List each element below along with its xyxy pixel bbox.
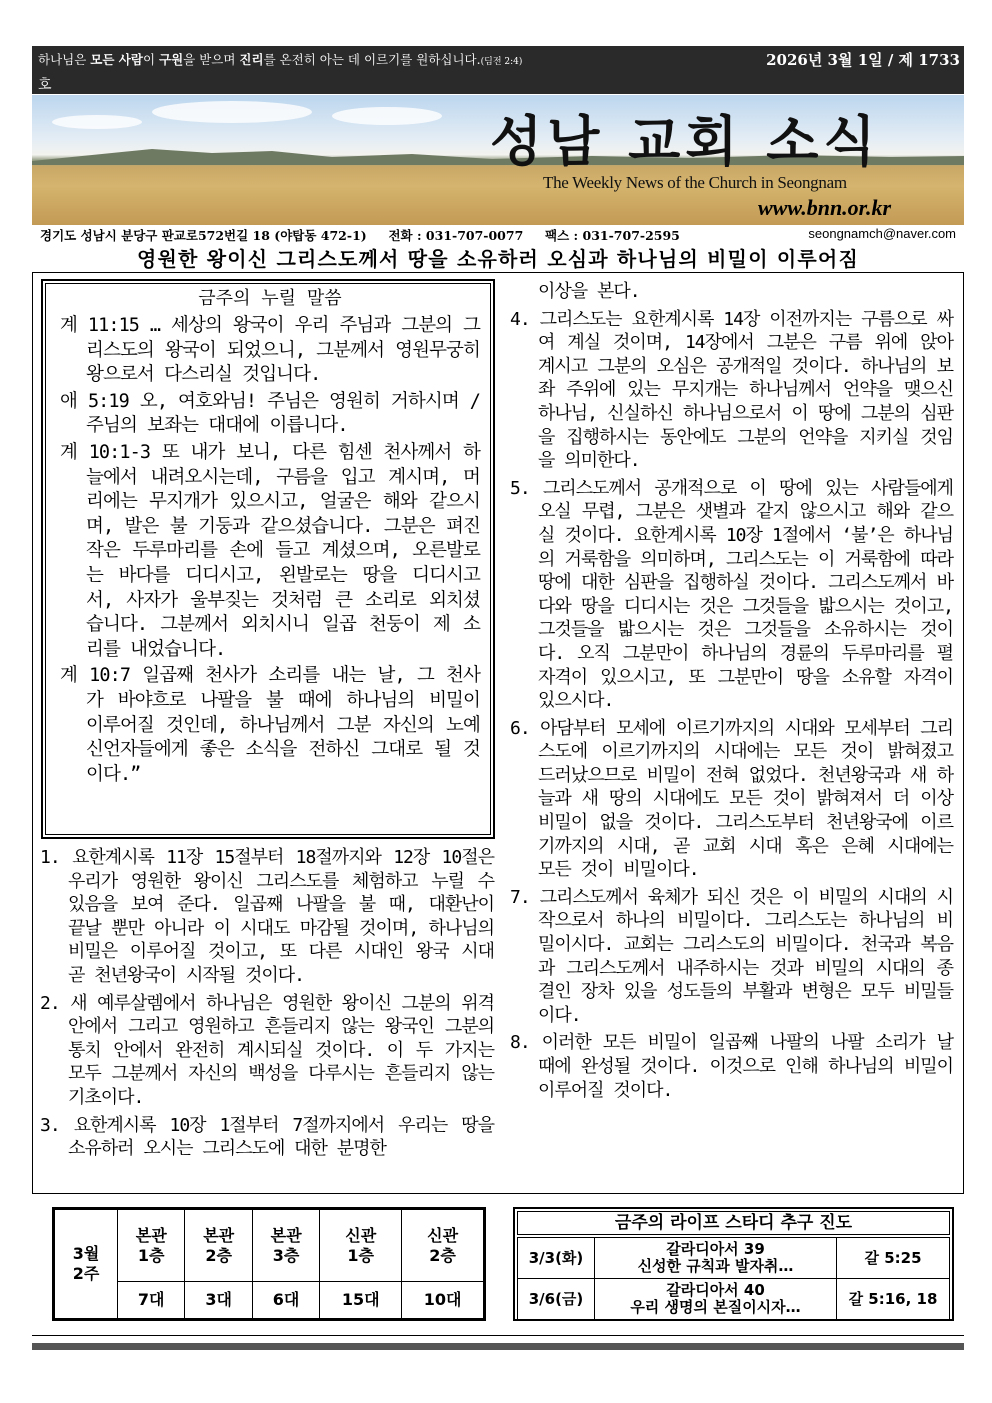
week-month: 3월 [72,1244,100,1263]
point-item: 7. 그리스도께서 육체가 되신 것은 이 비밀의 시대의 시작으로서 하나의 비밀이다. 그리스도는 하나님의 비밀이시다. 교회는 그리스도의 비밀이다. 천국과 복음과 그리스도께서 내주하시는 것과 비밀의 시대의 종결인 장차 있을 성도들의 부활과 변형은 모두 비밀들이다. [510,886,953,1026]
schedule-group: 3대 [185,1282,252,1319]
point-item: 4. 그리스도는 요한계시록 14장 이전까지는 구름으로 싸여 계실 것이며, 14장에서 그분은 구름 위에 앉아 계시고 그분의 오심은 공개적일 것이다. 하나님의 보좌 주위에 있는 무지개는 하나님께서 언약을 맺으신 하나님, 신실하신 하나님으로서 이 땅에 그분의 심판을 집행하시는 동안에도 그분의 언약을 지키실 것임을 의미한다. [510,308,953,472]
hall-name: 본관 [135,1225,167,1245]
point-item: 2. 새 예루살렘에서 하나님은 영원한 왕이신 그분의 위격 안에서 그리고 영원하고 흔들리지 않는 왕국인 그분의 통치 안에서 완전히 계시되실 것이다. 이 두 가지는 모두 그분께서 자신의 백성을 다루시는 흔들리지 않는 기초이다. [40,992,494,1108]
footer-divider [32,1335,964,1336]
table-row [518,1238,950,1279]
schedule-week [55,1210,118,1319]
newsletter-subtitle: The Weekly News of the Church in Seongnam [543,173,847,192]
point-item: 5. 그리스도께서 공개적으로 이 땅에 있는 사람들에게 오실 무렵, 그분은 샛별과 같지 않으시고 해와 같으실 것이다. 요한계시록 10장 1절에서 ‘불’은 하나님의 거룩함을 의미하며, 그리스도는 이 거룩함에 따라 땅에 대한 심판을 집행하실 것이다. 그리스도께서 바다와 땅을 디디시는 것은 그것들을 밟으시는 것이고, 그것들을 밟으시는 것은 그것들을 소유하시는 것이다. 오직 그분만이 하나님의 경륜의 두루마리를 펼 자격이 있으시고, 또 그분만이 땅을 소유할 자격이 있으시다. [510,477,953,712]
verses-title: 금주의 누릴 말씀 [198,288,342,309]
table-row [518,1279,950,1320]
point-item: 8. 이러한 모든 비밀이 일곱째 나팔의 나팔 소리가 날 때에 완성될 것이다. 이것으로 인해 하나님의 비밀이 이루어질 것이다. [510,1032,953,1101]
newsletter-title: 성남 교회 소식 [490,109,881,173]
schedule-hall [320,1210,402,1282]
schedule-group: 15대 [320,1282,402,1319]
point-item: 6. 아담부터 모세에 이르기까지의 시대와 모세부터 그리스도에 이르기까지의 시대에는 모든 것이 밝혀졌고 드러났으므로 비밀이 전혀 없었다. 천년왕국과 새 하늘과 새 땅의 시대에도 모든 것이 밝혀져서 더 이상 비밀이 없을 것이다. 그리스도부터 천년왕국에 이르기까지의 시대, 곧 교회 시대 혹은 은혜 시대에는 모든 것이 비밀이다. [510,717,953,881]
headline: 영원한 왕이신 그리스도께서 땅을 소유하러 오심과 하나님의 비밀이 이루어짐 [137,247,859,271]
schedule-group: 6대 [252,1282,319,1319]
schedule-hall [118,1210,185,1282]
schedule-hall [185,1210,252,1282]
verse-part: 진리 [239,52,264,67]
schedule-hall [252,1210,319,1282]
contact-line [40,226,960,244]
verse-part: 하나님은 [38,52,91,67]
issue-date: 2026년 3월 1일 / 제 1733 [766,51,960,69]
hall-name: 신관 [427,1225,459,1245]
schedule-group: 7대 [118,1282,185,1319]
study-date: 3/3(화) [518,1238,595,1279]
verse-item: 계 10:1-3 또 내가 보니, 다른 힘센 천사께서 하늘에서 내려오시는데, 구름을 입고 계시며, 머리에는 무지개가 있으시고, 얼굴은 해와 같으시며, 발은 불 기둥과 같으셨습니다. 그분은 펴진 작은 두루마리를 손에 들고 계셨으며, 오른발로는 바다를 디디시고, 왼발로는 땅을 디디시고서, 사자가 울부짖는 것처럼 큰 소리로 외치셨습니다. 그분께서 외치시니 일곱 천둥이 제 소리를 내었습니다. [60,441,480,660]
verse-item: 계 11:15 … 세상의 왕국이 우리 주님과 그분의 그리스도의 왕국이 되었으니, 그분께서 영원무궁히 왕으로서 다스리실 것입니다. [60,315,480,386]
verse-item: 계 10:7 일곱째 천사가 소리를 내는 날, 그 천사가 바야흐로 나팔을 불 때에 하나님의 비밀이 이루어질 것인데, 하나님께서 그분 자신의 노예 신언자들에게 좋은 소식을 전하신 그대로 될 것이다.” [60,665,480,785]
cloud-shape [52,115,142,129]
study-ref: 갈 5:16, 18 [837,1279,950,1320]
hall-name: 본관 [270,1225,302,1245]
hall-name: 본관 [203,1225,235,1245]
weekly-verses-box [41,279,495,839]
email[interactable]: seongnamch@naver.com [808,226,956,241]
fax: 팩스 : 031-707-2595 [545,228,680,243]
study-title: 금주의 라이프 스타디 추구 진도 [517,1211,950,1235]
study-topic: 우리 생명의 본질이시자… [630,1298,801,1316]
point-continuation: 이상을 본다. [538,281,640,302]
top-bar [32,46,964,94]
points-right-column [510,280,953,1106]
study-topic: 신성한 규칙과 발자취… [637,1257,794,1275]
cleaning-schedule-table [52,1207,486,1321]
study-date: 3/6(금) [518,1279,595,1320]
schedule-group: 10대 [402,1282,484,1319]
week-number: 2주 [72,1264,100,1283]
study-book [595,1238,837,1279]
study-book-title: 갈라디아서 39 [666,1240,765,1258]
verse-part: 모든 사람 [90,52,143,67]
floor-name: 1층 [137,1245,165,1265]
cloud-shape [332,107,442,125]
phone: 전화 : 031-707-0077 [388,228,524,243]
masthead-banner [32,95,964,225]
address: 경기도 성남시 분당구 판교로572번길 18 (야탑동 472-1) [40,228,367,243]
floor-name: 1층 [347,1245,375,1265]
issue-suffix: 호 [38,77,52,93]
study-ref: 갈 5:25 [837,1238,950,1279]
point-item: 3. 요한계시록 10장 1절부터 7절까지에서 우리는 땅을 소유하러 오시는 그리스도에 대한 분명한 [40,1114,494,1160]
study-book [595,1279,837,1320]
point-item: 1. 요한계시록 11장 15절부터 18절까지와 12장 10절은 우리가 영원한 왕이신 그리스도를 체험하고 누릴 수 있음을 보여 준다. 일곱째 나팔을 불 때, 대환난이 끝날 뿐만 아니라 이 시대도 마감될 것이며, 하나님의 비밀은 이루어질 것이고, 또 다른 시대인 왕국 시대 곧 천년왕국이 시작될 것이다. [40,847,494,986]
header-verse [38,50,522,68]
floor-name: 3층 [272,1245,300,1265]
schedule-hall [402,1210,484,1282]
verse-part: 를 온전히 아는 데 이르기를 원하십니다. [263,52,481,67]
study-book-title: 갈라디아서 40 [666,1281,765,1299]
verse-reference: (딤전 2:4) [480,57,523,67]
verse-item: 애 5:19 오, 여호와님! 주님은 영원히 거하시며 / 주님의 보좌는 대대에 이릅니다. [60,390,480,437]
cloud-shape [152,101,312,123]
floor-name: 2층 [429,1245,456,1265]
floor-name: 2층 [205,1245,232,1265]
hall-name: 신관 [345,1225,377,1245]
study-table [517,1237,950,1320]
website-link[interactable]: www.bnn.or.kr [758,195,892,220]
points-left-column [40,846,494,1165]
life-study-box [513,1207,954,1321]
verse-part: 이 [142,52,159,67]
verse-part: 을 받으며 [183,52,240,67]
verse-part: 구원 [159,52,184,67]
footer-bar [32,1343,964,1350]
